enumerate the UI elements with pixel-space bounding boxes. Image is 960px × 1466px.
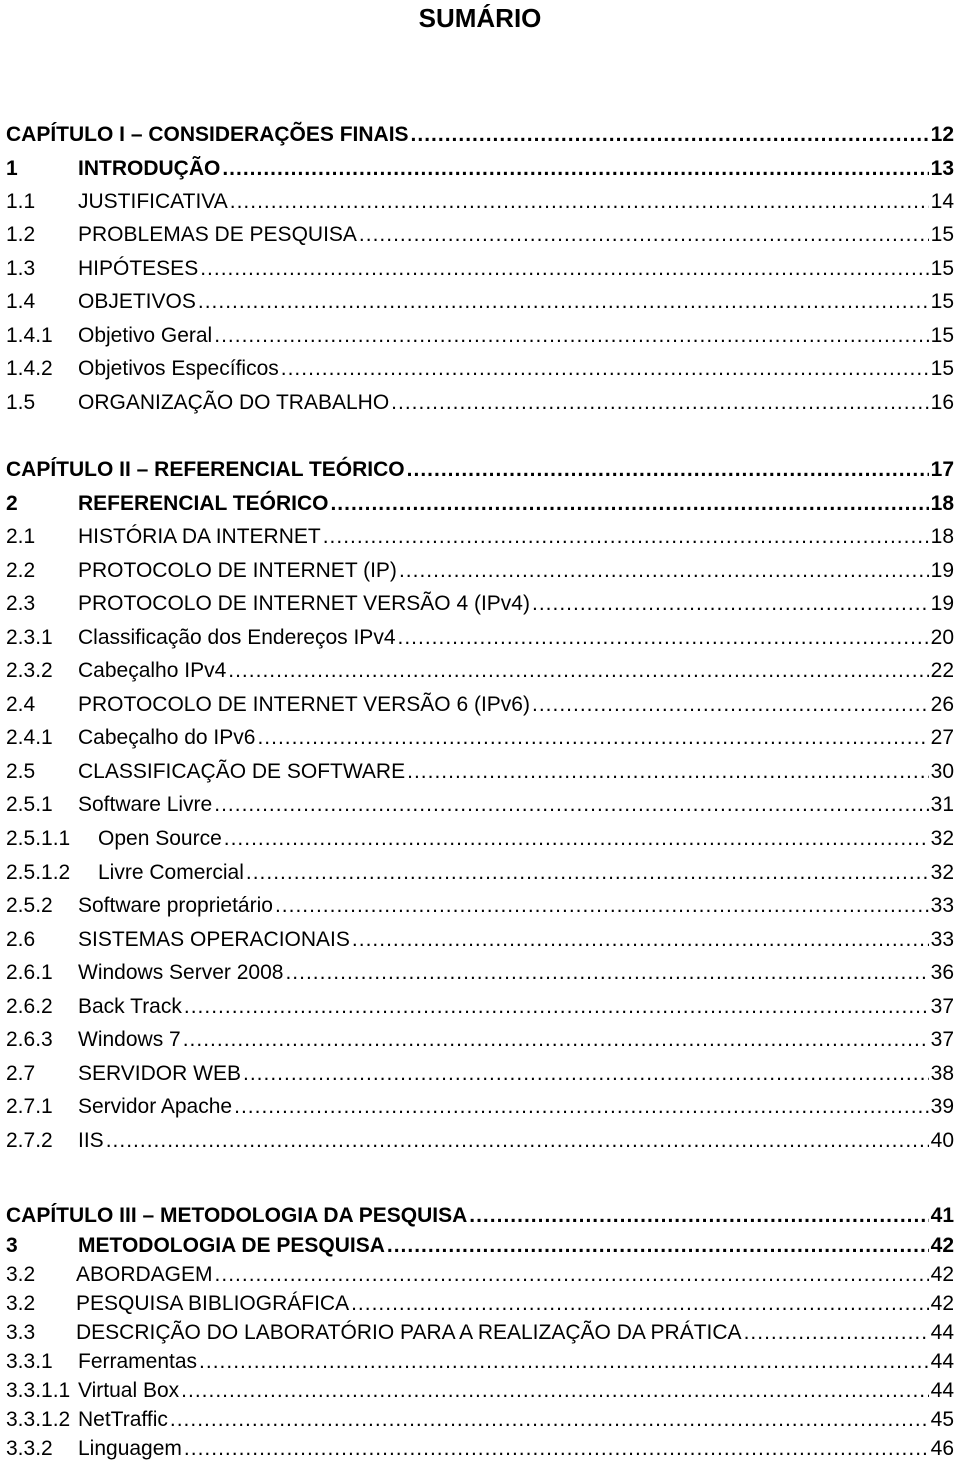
toc-entry-label: Open Source (98, 827, 222, 850)
toc-entry-page: 30 (930, 760, 954, 783)
toc-entry-label: PROTOCOLO DE INTERNET VERSÃO 4 (IPv4) (78, 592, 530, 615)
toc-entry-number: 2.4 (6, 693, 36, 716)
toc-entry-number: 1.4 (6, 290, 36, 313)
toc-entry-page: 27 (930, 726, 954, 749)
toc-entry-number: 3.3.2 (6, 1437, 53, 1460)
dot-leader (214, 790, 928, 820)
toc-entry (6, 1405, 954, 1435)
toc-entry-label: Servidor Apache (78, 1095, 233, 1118)
dot-leader (398, 623, 929, 653)
dot-leader (246, 858, 929, 888)
toc-entry-page: 37 (930, 995, 954, 1018)
toc-entry-label: Back Track (78, 995, 182, 1018)
toc-entry-page: 12 (930, 123, 954, 146)
toc-entry-number: 1 (6, 157, 18, 180)
toc-entry-page: 20 (930, 626, 954, 649)
toc-entry-number: 2.7 (6, 1062, 36, 1085)
toc-entry-label: Objetivo Geral (78, 324, 213, 347)
dot-leader (323, 522, 929, 552)
toc-entry (6, 287, 954, 317)
dot-leader (532, 690, 929, 720)
toc-entry (6, 455, 954, 485)
toc-entry-number: 2.3 (6, 592, 36, 615)
toc-entry-number: 2 (6, 492, 18, 515)
toc-entry (6, 1059, 954, 1089)
toc-entry-page: 26 (930, 693, 954, 716)
dot-leader (214, 321, 928, 351)
toc-entry-label: CAPÍTULO II – REFERENCIAL TEÓRICO (6, 458, 405, 481)
toc-entry (6, 1126, 954, 1156)
toc-entry-number: 2.5.1.2 (6, 861, 71, 884)
toc-entry-label: HIPÓTESES (78, 257, 199, 280)
toc-entry-number: 2.6.1 (6, 961, 53, 984)
dot-leader (399, 556, 929, 586)
toc-entry-page: 36 (930, 961, 954, 984)
toc-entry (6, 556, 954, 586)
toc-entry-label: CLASSIFICAÇÃO DE SOFTWARE (78, 760, 406, 783)
toc-entry (6, 757, 954, 787)
dot-leader (184, 992, 929, 1022)
toc-entry-label: SISTEMAS OPERACIONAIS (78, 928, 350, 951)
toc-entry-number: 2.7.1 (6, 1095, 53, 1118)
dot-leader (411, 120, 929, 150)
toc-entry (6, 354, 954, 384)
dot-leader (243, 1059, 929, 1089)
toc-entry-label: ABORDAGEM (76, 1263, 213, 1286)
dot-leader (387, 1231, 929, 1261)
toc-entry-label: CAPÍTULO I – CONSIDERAÇÕES FINAIS (6, 123, 409, 146)
toc-entry-number: 2.6.2 (6, 995, 53, 1018)
toc-entry-page: 15 (930, 257, 954, 280)
toc-entry-number: 2.6 (6, 928, 36, 951)
toc-entry-number: 2.7.2 (6, 1129, 53, 1152)
toc-entry-label: PROTOCOLO DE INTERNET VERSÃO 6 (IPv6) (78, 693, 530, 716)
toc-entry (6, 891, 954, 921)
toc-entry-number: 1.3 (6, 257, 36, 280)
toc-entry (6, 220, 954, 250)
toc-entry-number: 2.3.1 (6, 626, 53, 649)
toc-entry-page: 18 (930, 525, 954, 548)
dot-leader (407, 757, 929, 787)
dot-leader (391, 388, 928, 418)
toc-entry (6, 958, 954, 988)
toc-entry (6, 1289, 954, 1319)
dot-leader (200, 254, 928, 284)
toc-entry-label: Windows Server 2008 (78, 961, 284, 984)
dot-leader (199, 1347, 929, 1377)
toc-entry (6, 824, 954, 854)
toc-entry-label: SERVIDOR WEB (78, 1062, 241, 1085)
page-title: SUMÁRIO (418, 3, 542, 33)
toc-entry-number: 1.1 (6, 190, 36, 213)
toc-entry-label: PESQUISA BIBLIOGRÁFICA (76, 1292, 350, 1315)
toc-entry-label: Ferramentas (78, 1350, 198, 1373)
toc-entry-page: 42 (930, 1292, 954, 1315)
toc-entry-number: 1.4.2 (6, 357, 53, 380)
toc-entry-page: 15 (930, 290, 954, 313)
dot-leader (285, 958, 928, 988)
dot-leader (183, 1025, 929, 1055)
toc-entry-page: 17 (930, 458, 954, 481)
toc-entry (6, 992, 954, 1022)
toc-entry-label: DESCRIÇÃO DO LABORATÓRIO PARA A REALIZAÇÃO DA PRÁTICA (76, 1321, 742, 1344)
toc-entry-number: 1.4.1 (6, 324, 53, 347)
toc-entry-label: Linguagem (78, 1437, 182, 1460)
toc-entry-page: 13 (930, 157, 954, 180)
toc-entry-label: NetTraffic (78, 1408, 168, 1431)
toc-entry-label: JUSTIFICATIVA (78, 190, 228, 213)
toc-entry-page: 15 (930, 324, 954, 347)
toc-entry-page: 33 (930, 928, 954, 951)
toc-entry (6, 1318, 954, 1348)
toc-entry (6, 489, 954, 519)
dot-leader (359, 220, 929, 250)
toc-entry-number: 3 (6, 1234, 18, 1257)
toc-entry (6, 522, 954, 552)
toc-entry-label: Virtual Box (78, 1379, 180, 1402)
toc-entry-number: 1.5 (6, 391, 36, 414)
toc-entry-number: 2.5.1 (6, 793, 53, 816)
toc-entry (6, 321, 954, 351)
toc-entry-number: 2.5 (6, 760, 36, 783)
dot-leader (330, 489, 928, 519)
toc-entry-label: Software proprietário (78, 894, 273, 917)
toc-entry-number: 1.2 (6, 223, 36, 246)
toc-entry-page: 45 (930, 1408, 954, 1431)
toc-entry-page: 15 (930, 357, 954, 380)
toc-entry-page: 40 (930, 1129, 954, 1152)
toc-entry-number: 3.3.1.2 (6, 1408, 71, 1431)
toc-entry (6, 589, 954, 619)
toc-entry-page: 44 (930, 1379, 954, 1402)
toc-entry (6, 120, 954, 150)
toc-entry-page: 15 (930, 223, 954, 246)
toc-entry (6, 1260, 954, 1290)
dot-leader (351, 1289, 929, 1319)
toc-entry-page: 46 (930, 1437, 954, 1460)
toc-entry-number: 3.3.1.1 (6, 1379, 71, 1402)
toc-entry (6, 154, 954, 184)
toc-entry (6, 1376, 954, 1406)
toc-entry-page: 39 (930, 1095, 954, 1118)
toc-entry-page: 44 (930, 1321, 954, 1344)
toc-entry-label: PROBLEMAS DE PESQUISA (78, 223, 357, 246)
dot-leader (352, 925, 929, 955)
dot-leader (469, 1201, 928, 1231)
toc-entry (6, 1231, 954, 1261)
toc-entry-label: Software Livre (78, 793, 213, 816)
toc-entry-label: CAPÍTULO III – METODOLOGIA DA PESQUISA (6, 1204, 468, 1227)
toc-entry (6, 1092, 954, 1122)
dot-leader (228, 656, 928, 686)
toc-entry (6, 790, 954, 820)
dot-leader (170, 1405, 929, 1435)
toc-entry-number: 2.6.3 (6, 1028, 53, 1051)
toc-entry-page: 16 (930, 391, 954, 414)
toc-entry-label: REFERENCIAL TEÓRICO (78, 492, 329, 515)
toc-entry-page: 42 (930, 1263, 954, 1286)
toc-entry (6, 925, 954, 955)
dot-leader (230, 187, 929, 217)
toc-entry-label: HISTÓRIA DA INTERNET (78, 525, 321, 548)
toc-entry-page: 41 (930, 1204, 954, 1227)
toc-entry-label: ORGANIZAÇÃO DO TRABALHO (78, 391, 390, 414)
toc-entry (6, 623, 954, 653)
toc-entry-label: PROTOCOLO DE INTERNET (IP) (78, 559, 397, 582)
toc-entry-number: 3.2 (6, 1292, 36, 1315)
toc-entry-page: 19 (930, 592, 954, 615)
toc-entry-label: Livre Comercial (98, 861, 244, 884)
toc-entry-label: Classificação dos Endereços IPv4 (78, 626, 396, 649)
toc-entry-page: 32 (930, 861, 954, 884)
toc-entry-number: 2.2 (6, 559, 36, 582)
toc-entry-number: 3.3 (6, 1321, 36, 1344)
toc-entry-page: 31 (930, 793, 954, 816)
toc-entry (6, 858, 954, 888)
toc-entry-number: 3.2 (6, 1263, 36, 1286)
dot-leader (281, 354, 929, 384)
toc-entry-page: 18 (930, 492, 954, 515)
toc-entry (6, 1347, 954, 1377)
dot-leader (181, 1376, 928, 1406)
toc-entry-page: 44 (930, 1350, 954, 1373)
toc-entry-number: 2.1 (6, 525, 36, 548)
dot-leader (407, 455, 929, 485)
toc-entry (6, 656, 954, 686)
dot-leader (275, 891, 929, 921)
dot-leader (198, 287, 929, 317)
dot-leader (257, 723, 928, 753)
toc-entry-page: 38 (930, 1062, 954, 1085)
dot-leader (222, 154, 928, 184)
toc-entry-page: 14 (930, 190, 954, 213)
toc-entry-label: Cabeçalho IPv4 (78, 659, 227, 682)
dot-leader (532, 589, 929, 619)
toc-entry (6, 1025, 954, 1055)
toc-entry (6, 388, 954, 418)
toc-entry-label: IIS (78, 1129, 104, 1152)
toc-entry-number: 2.5.1.1 (6, 827, 71, 850)
toc-entry-label: Windows 7 (78, 1028, 181, 1051)
toc-entry (6, 187, 954, 217)
toc-entry-page: 42 (930, 1234, 954, 1257)
toc-entry-label: Cabeçalho do IPv6 (78, 726, 256, 749)
toc-entry-label: OBJETIVOS (78, 290, 196, 313)
dot-leader (184, 1434, 929, 1464)
dot-leader (215, 1260, 929, 1290)
dot-leader (224, 824, 929, 854)
dot-leader (106, 1126, 929, 1156)
toc-entry-page: 33 (930, 894, 954, 917)
toc-entry-number: 2.3.2 (6, 659, 53, 682)
toc-entry-page: 19 (930, 559, 954, 582)
dot-leader (744, 1318, 929, 1348)
toc-entry (6, 723, 954, 753)
toc-entry-page: 22 (930, 659, 954, 682)
toc-entry-label: INTRODUÇÃO (78, 157, 221, 180)
toc-entry-page: 32 (930, 827, 954, 850)
toc-entry-label: METODOLOGIA DE PESQUISA (78, 1234, 385, 1257)
toc-entry-page: 37 (930, 1028, 954, 1051)
toc-entry (6, 254, 954, 284)
toc-entry-label: Objetivos Específicos (78, 357, 279, 380)
toc-entry (6, 690, 954, 720)
toc-entry (6, 1434, 954, 1464)
dot-leader (234, 1092, 929, 1122)
toc-entry (6, 1201, 954, 1231)
toc-entry-number: 2.4.1 (6, 726, 53, 749)
toc-entry-number: 3.3.1 (6, 1350, 53, 1373)
toc-entry-number: 2.5.2 (6, 894, 53, 917)
